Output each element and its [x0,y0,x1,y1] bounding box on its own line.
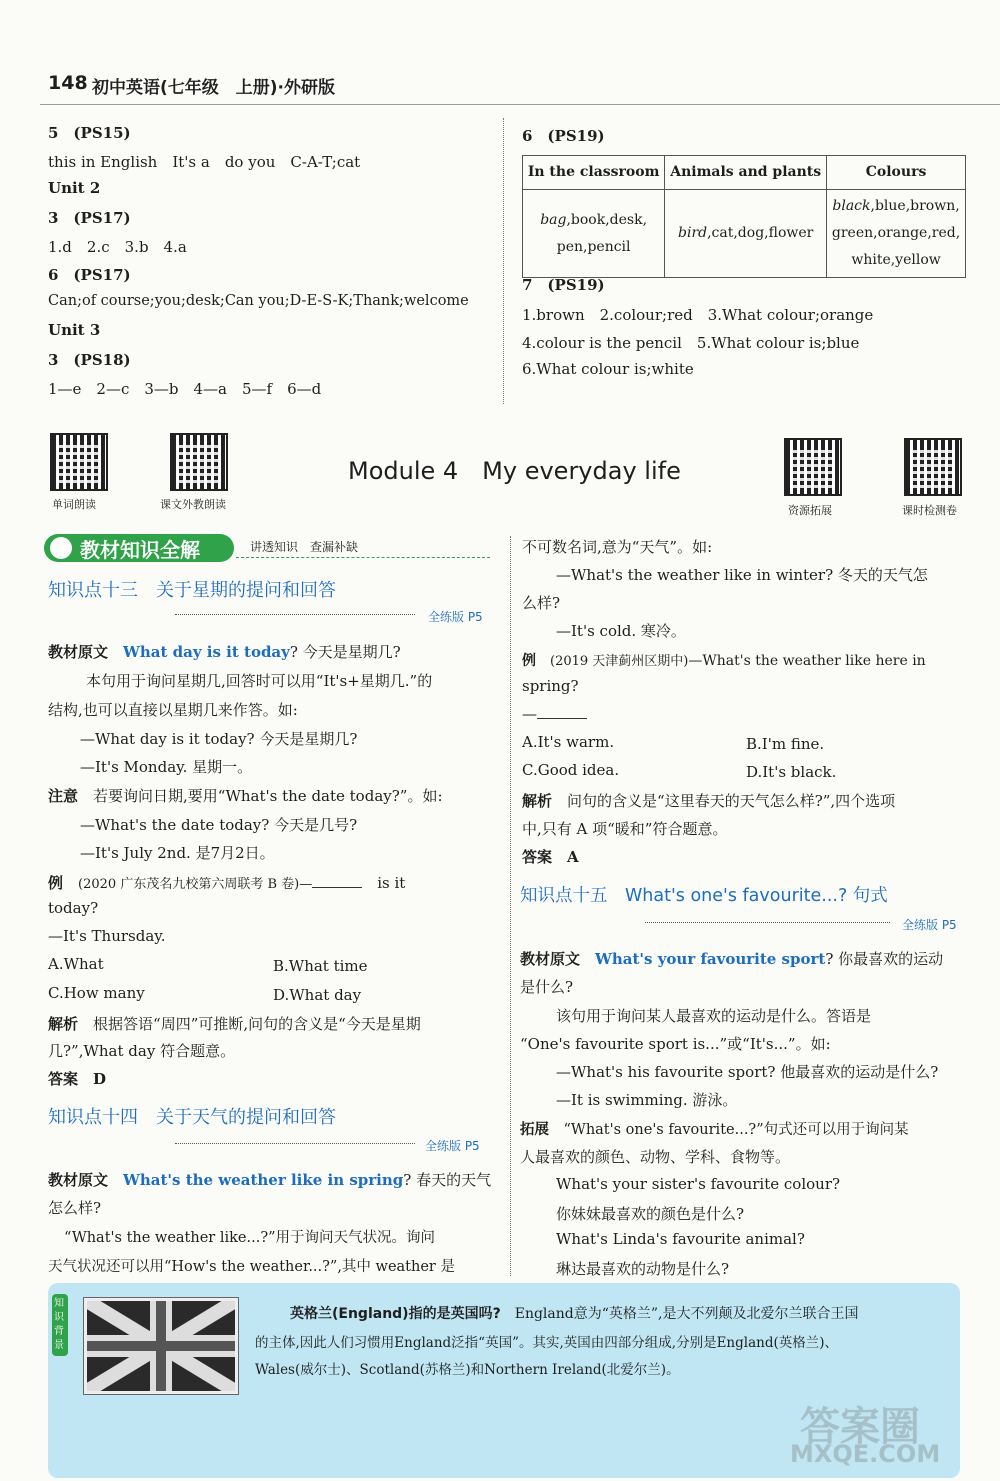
option-b: B.What time [273,957,368,975]
kp13-p1: 本句用于询问星期几,回答时可以用“It's+星期几.”的 [86,672,433,690]
union-jack-flag-image [84,1298,238,1394]
footer-line1: 英格兰(England)指的是英国吗? England意为“英格兰”,是大不列颠及北爱尔兰联合王国 [290,1306,859,1322]
qr-code-icon[interactable] [50,433,108,491]
option-c: C.How many [48,984,145,1002]
kp15-p4: —It is swimming. 游泳。 [556,1091,738,1109]
kp13-original: 教材原文 What day is it today? 今天是星期几? [48,643,401,661]
vocab-table [522,155,966,278]
kp15-ex1: What's your sister's favourite colour? [556,1175,841,1193]
table-cell-colours: black,blue,brown, green,orange,red, white,yellow [827,190,966,278]
answer-3b-label: 3 (PS18) [48,351,131,369]
qr-label: 课文外教朗读 [160,498,226,511]
r-line3: 么样? [522,594,561,612]
kp13-p2: 结构,也可以直接以星期几来作答。如: [48,701,298,719]
kp13-answer: 答案 D [48,1070,107,1088]
kp15-original: 教材原文 What's your favourite sport? 你最喜欢的运动 [520,950,944,968]
column-divider-main [510,536,511,1276]
r-example: 例 (2019 天津蓟州区期中)—What's the weather like here in [522,653,926,669]
header-rule [40,104,1000,105]
answer-7-line2: 4.colour is the pencil 5.What colour is;blue [522,334,860,352]
r-analysis2: 中,只有 A 项“暖和”符合题意。 [522,820,728,838]
kp15-p1: 该句用于询问某人最喜欢的运动是什么。答语是 [556,1007,872,1025]
kp15-ref: 全练版 P5 [902,918,957,932]
answer-7-label: 7 (PS19) [522,276,605,294]
qr-code-icon[interactable] [170,433,228,491]
answer-6b-label: 6 (PS19) [522,127,605,145]
kp13-example: 例 (2020 广东茂名九校第六周联考 B 卷)— is it [48,874,406,892]
kp15-ex1zh: 你妹妹最喜欢的颜色是什么? [556,1205,745,1223]
kp13-p6: —It's July 2nd. 是7月2日。 [80,844,275,862]
kp13-p4: —It's Monday. 星期一。 [80,758,253,776]
kp13-p5: —What's the date today? 今天是几号? [80,816,358,834]
kp15-rule [645,922,890,923]
kp13-note: 注意 若要询问日期,要用“What's the date today?”。如: [48,787,443,805]
side-tab-label: 知识背景 [54,1298,64,1351]
qr-code-icon[interactable] [784,438,842,496]
answer-7-line1: 1.brown 2.colour;red 3.What colour;orange [522,306,874,324]
answer-3-text: 1.d 2.c 3.b 4.a [48,238,187,256]
book-title: 初中英语(七年级 上册)·外研版 [92,78,335,98]
qr-label: 资源拓展 [788,504,832,517]
kp14-p1: “What's the weather like...?”用于询问天气状况。询问 [64,1230,436,1246]
kp15-extension: 拓展 “What's one's favourite...?”句式还可以用于询问某 [520,1122,909,1138]
kp15-p3: —What's his favourite sport? 他最喜欢的运动是什么? [556,1063,939,1081]
page-number: 148 [48,72,88,94]
r-answer: 答案 A [522,848,579,866]
table-header: In the classroom [523,156,665,190]
answer-5-text: this in English It's a do you C-A-T;cat [48,153,361,171]
kp13-rule [175,614,415,615]
answer-7-line3: 6.What colour is;white [522,360,694,378]
qr-label: 课时检测卷 [902,504,957,517]
table-header: Colours [827,156,966,190]
option-a: A.What [48,955,104,973]
kp15-title: 知识点十五 What's one's favourite...? 句式 [520,886,888,906]
qr-label: 单词朗读 [52,498,96,511]
r-line2: —What's the weather like in winter? 冬天的天气怎 [556,566,928,584]
table-cell-classroom: bag,book,desk, pen,pencil [523,190,665,278]
module-title: Module 4 My everyday life [348,457,681,485]
kp14-orig2: 怎么样? [48,1199,102,1217]
answer-3b-text: 1—e 2—c 3—b 4—a 5—f 6—d [48,380,322,398]
kp13-ex3: —It's Thursday. [48,927,166,945]
kp13-ex2: today? [48,899,99,917]
answer-6-label: 6 (PS17) [48,266,131,284]
kp14-ref: 全练版 P5 [425,1139,480,1153]
banner-subtitle: 讲透知识 查漏补缺 [250,540,359,554]
r-ex2: spring? [522,677,579,695]
footer-line3: Wales(威尔士)、Scotland(苏格兰)和Northern Ireland(北爱尔兰)。 [255,1362,680,1378]
table-cell-animals: bird,cat,dog,flower [665,190,827,278]
kp13-p3: —What day is it today? 今天是星期几? [80,730,358,748]
unit-3-heading: Unit 3 [48,321,101,339]
flag-icon [87,1301,235,1391]
kp15-ext2: 人最喜欢的颜色、动物、学科、食物等。 [520,1148,791,1166]
kp14-p2: 天气状况还可以用“How's the weather...?”,其中 weather 是 [48,1259,455,1275]
unit-2-heading: Unit 2 [48,179,101,197]
option-b: B.I'm fine. [746,735,825,753]
kp14-rule [175,1143,415,1144]
banner-title: 教材知识全解 [80,538,200,562]
option-a: A.It's warm. [522,733,615,751]
kp13-analysis2: 几?”,What day 符合题意。 [48,1042,236,1060]
r-ex3: — [522,705,587,723]
kp15-ex2zh: 琳达最喜欢的动物是什么? [556,1260,730,1278]
kp15-ex2: What's Linda's favourite animal? [556,1230,805,1248]
option-d: D.What day [273,986,362,1004]
kp15-p2: “One's favourite sport is...”或“It's...”。如: [520,1035,831,1053]
watermark-url: MXQE.COM [790,1440,941,1468]
answer-6-text: Can;of course;you;desk;Can you;D-E-S-K;Thank;welcome [48,293,469,309]
kp14-title: 知识点十四 关于天气的提问和回答 [48,1107,336,1128]
option-d: D.It's black. [746,763,837,781]
banner-rule [236,557,490,558]
r-line1: 不可数名词,意为“天气”。如: [522,538,713,556]
table-header: Animals and plants [665,156,827,190]
qr-code-icon[interactable] [904,438,962,496]
watermark-logo: 答案圈 [800,1404,920,1450]
kp15-orig2: 是什么? [520,978,574,996]
kp14-original: 教材原文 What's the weather like in spring? 春天的天气 [48,1171,492,1189]
kp13-ref: 全练版 P5 [428,610,483,624]
column-divider-top [503,118,504,404]
kp13-title: 知识点十三 关于星期的提问和回答 [48,580,336,601]
r-line4: —It's cold. 寒冷。 [556,622,686,640]
answer-3-label: 3 (PS17) [48,209,131,227]
footer-line2: 的主体,因此人们习惯用England泛指“英国”。其实,英国由四部分组成,分别是England(英格兰)、 [255,1335,838,1351]
kp13-analysis: 解析 根据答语“周四”可推断,问句的含义是“今天是星期 [48,1015,421,1033]
r-analysis: 解析 问句的含义是“这里春天的天气怎么样?”,四个选项 [522,792,896,810]
option-c: C.Good idea. [522,761,620,779]
speaker-icon [50,537,72,559]
answer-5-label: 5 (PS15) [48,124,131,142]
